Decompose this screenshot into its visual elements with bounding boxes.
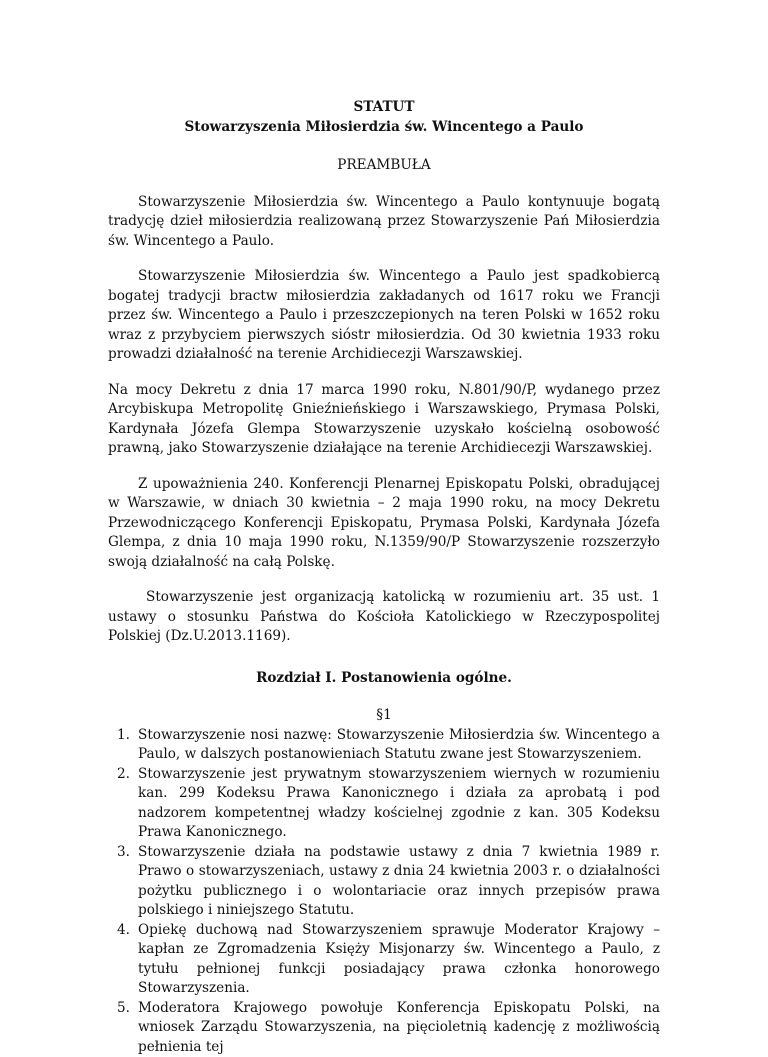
preamble-paragraph: Stowarzyszenie jest organizacją katolicką w rozumieniu art. 35 ust. 1 ustawy o stosunku Państwa do Kościoła Katolickiego w Rzeczypospolitej Polskiej (Dz.U.2013.1169). [108,588,660,647]
list-item-number: 5. [108,999,130,1019]
document-title: STATUT [108,98,660,118]
list-item-text: Opiekę duchową nad Stowarzyszeniem sprawuje Moderator Krajowy – kapłan ze Zgromadzenia Księży Misjonarzy św. Wincentego a Paulo, z tytułu pełnionej funkcji posiadający prawa członka honorowego Stowarzyszenia. [138,922,660,997]
list-item [108,726,660,765]
preamble-heading: PREAMBUŁA [108,156,660,176]
list-item-number: 3. [108,843,130,863]
list-item-text: Moderatora Krajowego powołuje Konferencja Episkopatu Polski, na wniosek Zarządu Stowarzyszenia, na pięcioletnią kadencję z możliwością pełnienia tej [138,1000,660,1055]
list-item [108,765,660,843]
preamble-paragraph: Stowarzyszenie Miłosierdzia św. Wincentego a Paulo jest spadkobiercą bogatej tradycji bractw miłosierdzia zakładanych od 1617 roku we Francji przez św. Wincentego a Paulo i przeszczepionych na teren Polski w 1652 roku wraz z przybyciem pierwszych sióstr miłosierdzia. Od 30 kwietnia 1933 roku prowadzi działalność na terenie Archidiecezji Warszawskiej. [108,267,660,365]
list-item-text: Stowarzyszenie jest prywatnym stowarzyszeniem wiernych w rozumieniu kan. 299 Kodeksu Prawa Kanonicznego i działa za aprobatą i pod nadzorem kompetentnej władzy kościelnej zgodnie z kan. 305 Kodeksu Prawa Kanonicznego. [138,766,660,841]
section-mark: §1 [108,706,660,726]
list-item [108,921,660,999]
preamble-paragraph: Z upoważnienia 240. Konferencji Plenarnej Episkopatu Polski, obradującej w Warszawie, w dniach 30 kwietnia – 2 maja 1990 roku, na mocy Dekretu Przewodniczącego Konferencji Episkopatu, Prymasa Polski, Kardynała Józefa Glempa, z dnia 10 maja 1990 roku, N.1359/90/P Stowarzyszenie rozszerzyło swoją działalność na całą Polskę. [108,475,660,573]
list-item-text: Stowarzyszenie nosi nazwę: Stowarzyszenie Miłosierdzia św. Wincentego a Paulo, w dalszych postanowieniach Statutu zwane jest Stowarzyszeniem. [138,727,660,763]
document-subtitle: Stowarzyszenia Miłosierdzia św. Wincentego a Paulo [108,118,660,138]
section-list [108,726,660,1057]
list-item-number: 4. [108,921,130,941]
list-item-number: 1. [108,726,130,746]
preamble-paragraph: Na mocy Dekretu z dnia 17 marca 1990 roku, N.801/90/P, wydanego przez Arcybiskupa Metropolitę Gnieźnieńskiego i Warszawskiego, Prymasa Polski, Kardynała Józefa Glempa Stowarzyszenie uzyskało kościelną osobowość prawną, jako Stowarzyszenie działające na terenie Archidiecezji Warszawskiej. [108,381,660,459]
list-item [108,999,660,1057]
chapter-heading: Rozdział I. Postanowienia ogólne. [108,669,660,689]
list-item-text: Stowarzyszenie działa na podstawie ustawy z dnia 7 kwietnia 1989 r. Prawo o stowarzyszeniach, ustawy z dnia 24 kwietnia 2003 r. o działalności pożytku publicznego i o wolontariacie oraz innych przepisów prawa polskiego i niniejszego Statutu. [138,844,660,919]
list-item [108,843,660,921]
preamble-paragraph: Stowarzyszenie Miłosierdzia św. Wincentego a Paulo kontynuuje bogatą tradycję dzieł miłosierdzia realizowaną przez Stowarzyszenie Pań Miłosierdzia św. Wincentego a Paulo. [108,193,660,252]
list-item-number: 2. [108,765,130,785]
